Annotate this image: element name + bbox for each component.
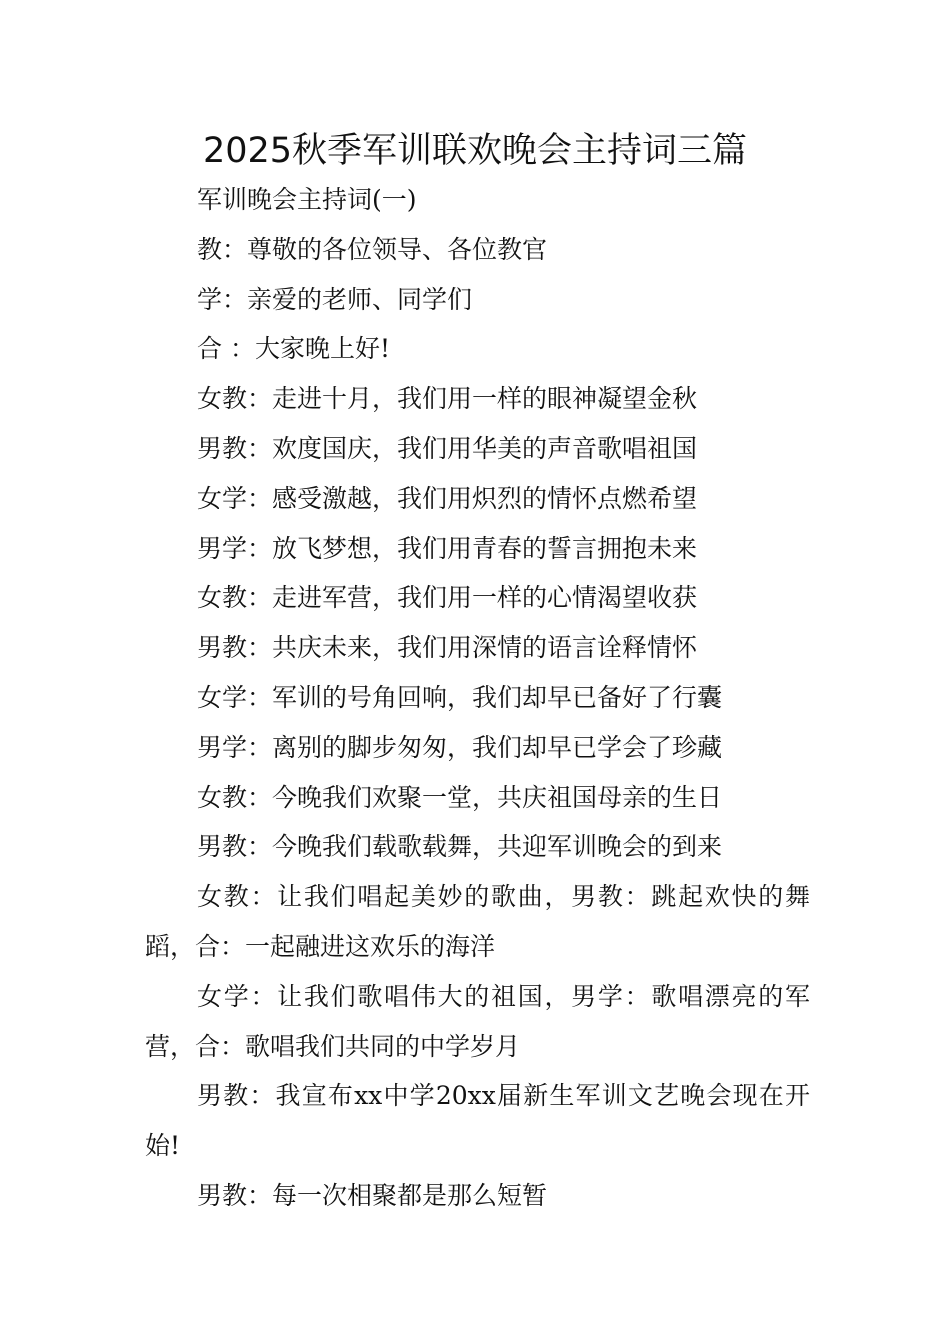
- paragraph-line: 男教：欢度国庆，我们用华美的声音歌唱祖国: [197, 433, 698, 463]
- document-body: [145, 175, 810, 1221]
- paragraph-line: 合 ：大家晚上好!: [197, 334, 390, 364]
- paragraph-line: 男教：共庆未来，我们用深情的语言诠释情怀: [197, 633, 698, 663]
- paragraph-line: 女教：让我们唱起美妙的歌曲，男教：跳起欢快的舞蹈，合：一起融进这欢乐的海洋: [145, 882, 810, 961]
- paragraph-section-heading: 军训晚会主持词(一): [197, 185, 417, 214]
- paragraph-line: 男教：今晚我们载歌载舞，共迎军训晚会的到来: [197, 832, 723, 862]
- paragraph-line: 学：亲爱的老师、同学们: [197, 284, 473, 314]
- paragraph-line: 女教：走进军营，我们用一样的心情渴望收获: [197, 583, 698, 613]
- paragraph-line: 男学：放飞梦想，我们用青春的誓言拥抱未来: [197, 533, 698, 563]
- paragraph-line: 女学：感受激越，我们用炽烈的情怀点燃希望: [197, 483, 698, 513]
- paragraph-line: 女学：让我们歌唱伟大的祖国，男学：歌唱漂亮的军营，合：歌唱我们共同的中学岁月: [145, 981, 810, 1061]
- paragraph-line: 女教：走进十月，我们用一样的眼神凝望金秋: [197, 384, 698, 414]
- paragraph-line: 女教：今晚我们欢聚一堂，共庆祖国母亲的生日: [197, 782, 723, 812]
- paragraph-line: 男教：每一次相聚都是那么短暂: [197, 1180, 548, 1210]
- paragraph-line: 男教：我宣布xx中学20xx届新生军训文艺晚会现在开始!: [145, 1081, 810, 1161]
- paragraph-line: 教：尊敬的各位领导、各位教官: [197, 234, 548, 264]
- document-title: 2025秋季军训联欢晚会主持词三篇: [202, 131, 748, 171]
- paragraph-line: 女学：军训的号角回响，我们却早已备好了行囊: [197, 682, 723, 712]
- paragraph-line: 男学：离别的脚步匆匆，我们却早已学会了珍藏: [197, 732, 723, 762]
